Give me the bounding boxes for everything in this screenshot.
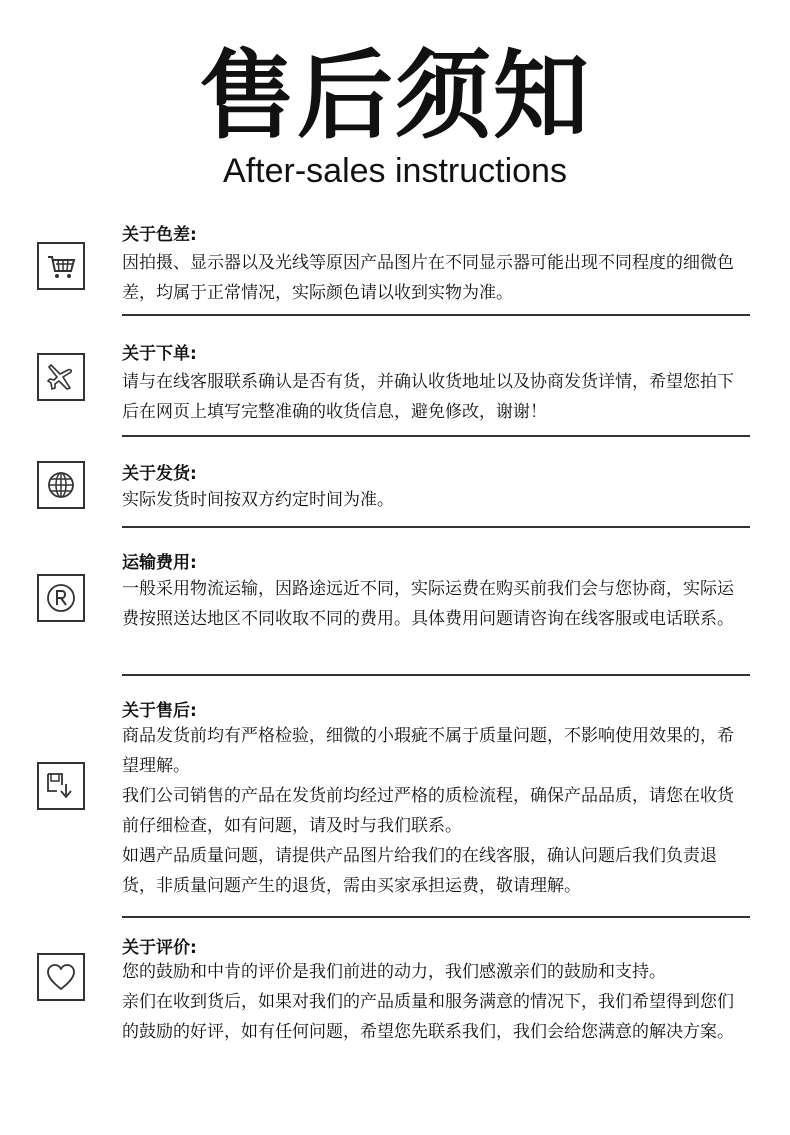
section-body — [122, 957, 742, 1047]
page-title: 售后须知 — [199, 40, 591, 152]
section-heading: 关于下单: — [122, 344, 197, 364]
divider — [122, 674, 750, 676]
divider — [122, 314, 750, 316]
section-body — [122, 574, 742, 634]
section-heading: 关于发货: — [122, 464, 197, 484]
section-heading: 关于色差: — [122, 225, 197, 245]
airplane-icon — [37, 353, 85, 401]
divider — [122, 526, 750, 528]
section-paragraph: 亲们在收到货后，如果对我们的产品质量和服务满意的情况下，我们希望得到您们的鼓励的好评，如有任何问题，希望您先联系我们，我们会给您满意的解决方案。 — [122, 992, 734, 1042]
shopping-cart-icon — [37, 242, 85, 290]
globe-icon — [37, 461, 85, 509]
registered-icon — [37, 574, 85, 622]
section-heading: 关于售后: — [122, 701, 197, 721]
section-paragraph: 因拍摄、显示器以及光线等原因产品图片在不同显示器可能出现不同程度的细微色差，均属于正常情况，实际颜色请以收到实物为准。 — [122, 253, 734, 303]
section-paragraph: 商品发货前均有严格检验，细微的小瑕疵不属于质量问题，不影响使用效果的，希望理解。 — [122, 726, 734, 776]
divider — [122, 435, 750, 437]
heart-icon — [37, 953, 85, 1001]
return-download-icon — [37, 762, 85, 810]
section-paragraph: 请与在线客服联系确认是否有货，并确认收货地址以及协商发货详情，希望您拍下后在网页上填写完整准确的收货信息，避免修改，谢谢！ — [122, 372, 734, 422]
section-body — [122, 485, 742, 515]
section-paragraph: 实际发货时间按双方约定时间为准。 — [122, 490, 394, 510]
section-paragraph: 如遇产品质量问题，请提供产品图片给我们的在线客服，确认问题后我们负责退货，非质量问题产生的退货，需由买家承担运费，敬请理解。 — [122, 846, 717, 896]
section-body — [122, 367, 742, 427]
section-paragraph: 一般采用物流运输，因路途远近不同，实际运费在购买前我们会与您协商，实际运费按照送达地区不同收取不同的费用。具体费用问题请咨询在线客服或电话联系。 — [122, 579, 734, 629]
section-body — [122, 721, 742, 901]
section-paragraph: 您的鼓励和中肯的评价是我们前进的动力，我们感激亲们的鼓励和支持。 — [122, 962, 666, 982]
section-body — [122, 248, 742, 308]
divider — [122, 916, 750, 918]
section-heading: 关于评价: — [122, 938, 197, 958]
section-heading: 运输费用: — [122, 553, 197, 573]
section-paragraph: 我们公司销售的产品在发货前均经过严格的质检流程，确保产品品质，请您在收货前仔细检查，如有问题，请及时与我们联系。 — [122, 786, 734, 836]
page-subtitle: After-sales instructions — [223, 152, 567, 190]
